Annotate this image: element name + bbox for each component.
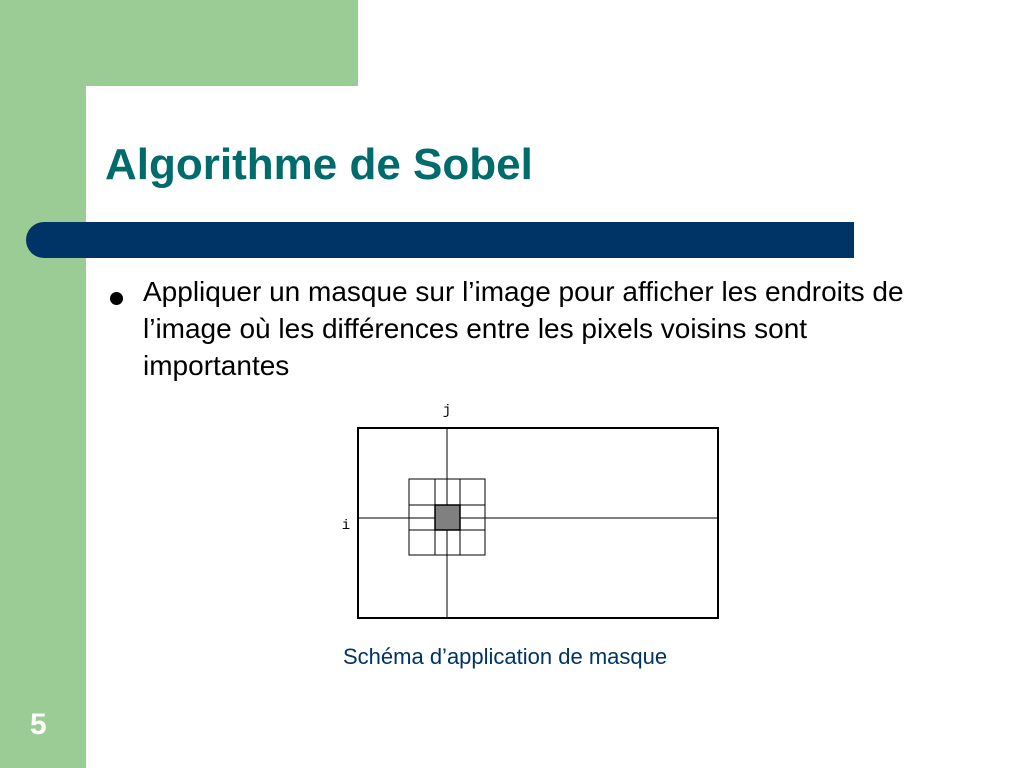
title-underline-bar xyxy=(26,222,854,258)
slide-number: 5 xyxy=(30,708,47,741)
bullet-icon xyxy=(110,292,123,305)
top-panel xyxy=(0,0,358,86)
center-pixel xyxy=(435,505,460,530)
label-j: j xyxy=(442,403,452,419)
slide-title: Algorithme de Sobel xyxy=(105,140,533,189)
diagram-caption: Schéma d’application de masque xyxy=(343,644,668,669)
side-panel xyxy=(0,0,86,768)
bullet-text: Appliquer un masque sur l’image pour afficher les endroits de l’image où les différences entre les pixels voisins sont importantes xyxy=(143,276,904,381)
label-i: i xyxy=(341,518,351,534)
image-frame xyxy=(358,428,718,618)
mask-diagram xyxy=(335,398,735,628)
